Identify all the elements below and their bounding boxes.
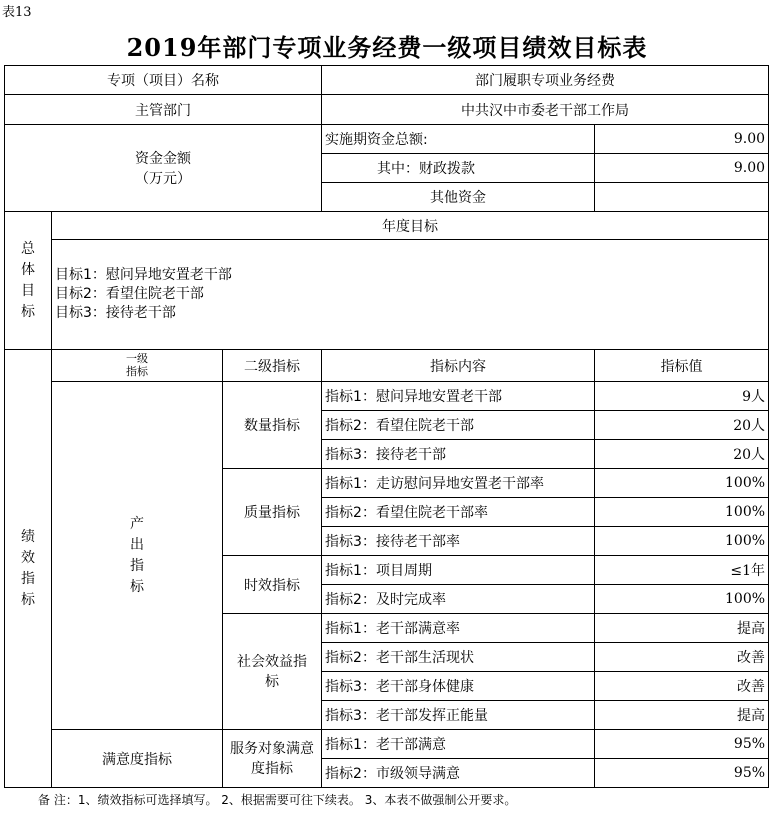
indicator-value: 改善 [595,643,769,672]
overall-goals-row [5,240,769,350]
funds-total-value: 9.00 [595,125,769,154]
footnote: 备 注：1、绩效指标可选择填写。 2、根据需要可往下续表。 3、本表不做强制公开要求。 [38,793,517,807]
social-label: 社会效益指标 [223,614,322,730]
indicator-content: 指标3：老干部身体健康 [322,672,595,701]
funds-label-line1: 资金金额 [135,151,192,167]
indicator-value: 95% [595,759,769,788]
indicator-content: 指标2：市级领导满意 [322,759,595,788]
indicator-value: 95% [595,730,769,759]
indicator-content: 指标1：走访慰问异地安置老干部率 [322,469,595,498]
indicator-content: 指标1：老干部满意率 [322,614,595,643]
indicator-value: 9人 [595,382,769,411]
table-row [5,382,769,411]
indicator-value: 100% [595,585,769,614]
funds-label [5,125,322,212]
overall-label: 总体目标 [5,212,52,350]
performance-form-table [4,65,769,788]
perf-label: 绩效指标 [5,350,52,788]
department-value: 中共汉中市委老干部工作局 [322,95,769,125]
header-level1: 一级指标 [52,350,223,382]
timeliness-label: 时效指标 [223,556,322,614]
sheet-tag: 表13 [2,5,32,20]
indicator-content: 指标2：及时完成率 [322,585,595,614]
indicator-value: 提高 [595,701,769,730]
goals-cell [52,240,769,350]
department-label: 主管部门 [5,95,322,125]
satisfaction-label: 满意度指标 [52,730,223,788]
goal-item: 目标2：看望住院老干部 [55,286,204,302]
department-row [5,95,769,125]
funds-total-label: 实施期资金总额: [322,125,595,154]
indicator-value: 改善 [595,672,769,701]
indicator-content: 指标2：老干部生活现状 [322,643,595,672]
page-title: 2019年部门专项业务经费一级项目绩效目标表 [126,33,648,62]
output-label: 产出指标 [52,382,223,730]
indicator-value: 提高 [595,614,769,643]
table-row [5,730,769,759]
indicator-content: 指标3：老干部发挥正能量 [322,701,595,730]
indicator-value: 100% [595,469,769,498]
funds-label-line2: （万元） [135,171,192,187]
quality-label: 质量指标 [223,469,322,556]
indicator-value: 20人 [595,411,769,440]
indicator-value: 20人 [595,440,769,469]
header-value: 指标值 [595,350,769,382]
project-value: 部门履职专项业务经费 [322,66,769,95]
indicator-content: 指标1：项目周期 [322,556,595,585]
indicator-content: 指标1：慰问异地安置老干部 [322,382,595,411]
funds-fiscal-label: 其中：财政拨款 [322,154,595,183]
indicator-content: 指标3：接待老干部 [322,440,595,469]
indicator-content: 指标2：看望住院老干部 [322,411,595,440]
indicator-content: 指标3：接待老干部率 [322,527,595,556]
goal-item: 目标3：接待老干部 [55,305,176,321]
perf-header-row [5,350,769,382]
header-content: 指标内容 [322,350,595,382]
header-level2: 二级指标 [223,350,322,382]
service-label: 服务对象满意度指标 [223,730,322,788]
funds-fiscal-value: 9.00 [595,154,769,183]
funds-total-row [5,125,769,154]
funds-other-value [595,183,769,212]
project-label: 专项（项目）名称 [5,66,322,95]
indicator-content: 指标2：看望住院老干部率 [322,498,595,527]
indicator-content: 指标1：老干部满意 [322,730,595,759]
project-row [5,66,769,95]
indicator-value: 100% [595,498,769,527]
indicator-value: ≤1年 [595,556,769,585]
indicator-value: 100% [595,527,769,556]
goal-item: 目标1：慰问异地安置老干部 [55,267,232,283]
funds-other-label: 其他资金 [322,183,595,212]
quantity-label: 数量指标 [223,382,322,469]
overall-header-row [5,212,769,240]
annual-goal-label: 年度目标 [52,212,769,240]
